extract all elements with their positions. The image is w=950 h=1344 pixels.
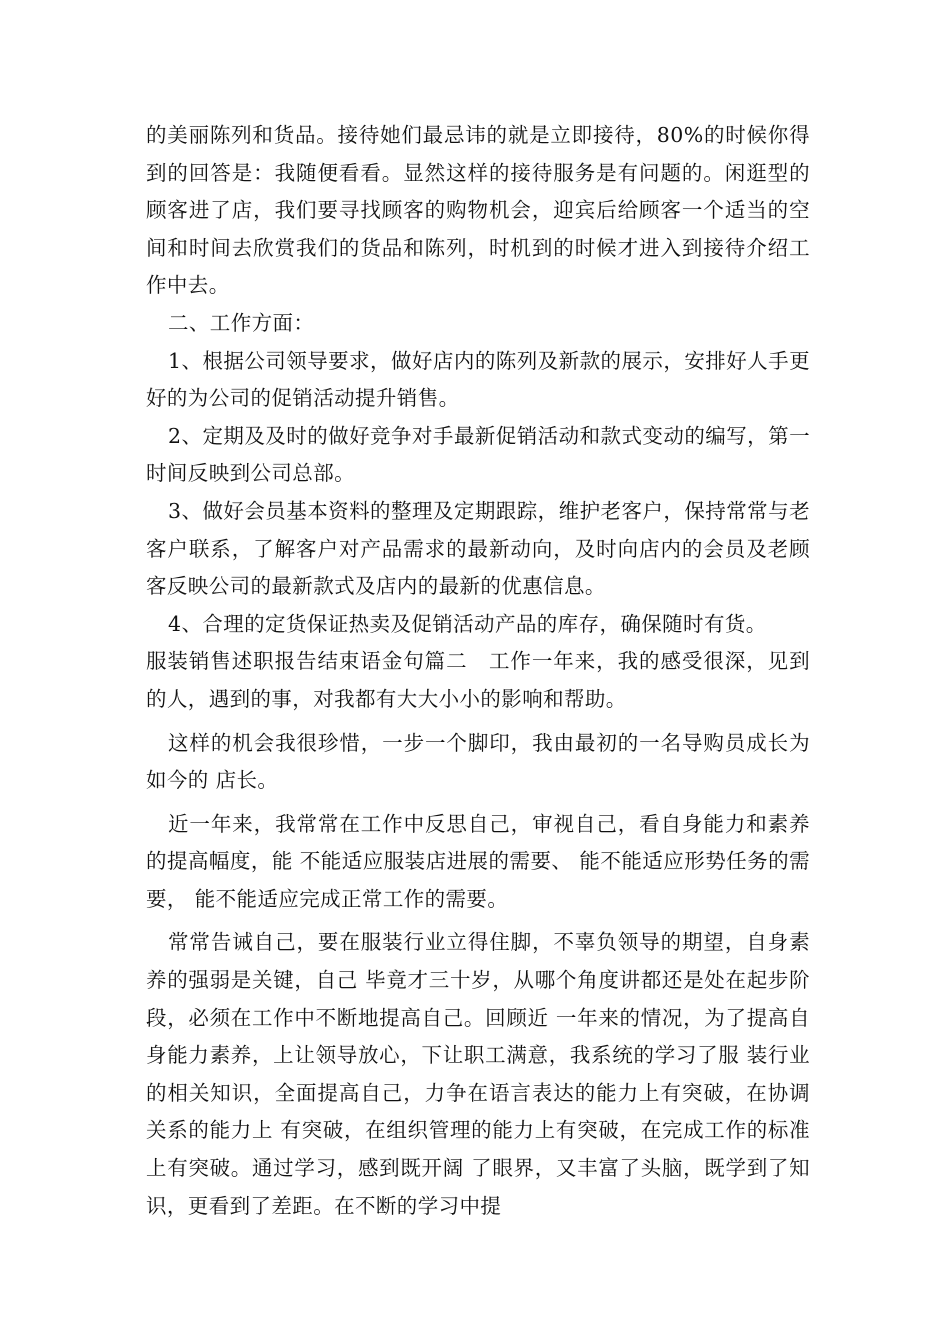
paragraph-5: 3、做好会员基本资料的整理及定期跟踪，维护老客户，保持常常与老客户联系，了解客户对产品需求的最新动向，及时向店内的会员及老顾客反映公司的最新款式及店内的最新的优惠信息。 [146, 498, 810, 599]
paragraph-6: 4、合理的定货保证热卖及促销活动产品的库存，确保随时有货。 [168, 611, 767, 636]
document-body [146, 117, 810, 1225]
paragraph-1: 的美丽陈列和货品。接待她们最忌讳的就是立即接待，80%的时候你得到的回答是：我随便看看。显然这样的接待服务是有问题的。闲逛型的顾客进了店，我们要寻找顾客的购物机会，迎宾后给顾客一个适当的空间和时间去欣赏我们的货品和陈列，时机到的时候才进入到接待介绍工作中去。 [146, 123, 810, 298]
paragraph-3: 1、根据公司领导要求，做好店内的陈列及新款的展示，安排好人手更好的为公司的促销活动提升销售。 [146, 348, 810, 411]
paragraph-7: 服装销售述职报告结束语金句篇二 工作一年来，我的感受很深，见到的人，遇到的事，对我都有大大小小的影响和帮助。 [146, 649, 810, 711]
paragraph-2-heading: 二、工作方面： [168, 310, 315, 335]
paragraph-8: 这样的机会我很珍惜，一步一个脚印，我由最初的一名导购员成长为如今的 店长。 [146, 730, 810, 793]
paragraph-4: 2、定期及及时的做好竞争对手最新促销活动和款式变动的编写，第一时间反映到公司总部。 [146, 423, 810, 486]
paragraph-9: 近一年来，我常常在工作中反思自己，审视自己，看自身能力和素养的提高幅度，能 不能适应服装店进展的需要、 能不能适应形势任务的需要， 能不能适应完成正常工作的需要。 [146, 811, 810, 911]
paragraph-10: 常常告诫自己，要在服装行业立得住脚，不辜负领导的期望，自身素养的强弱是关键，自己 毕竟才三十岁，从哪个角度讲都还是处在起步阶段，必须在工作中不断地提高自己。回顾近 一年来的情况，为了提高自身能力素养，上让领导放心，下让职工满意，我系统的学习了服 装行业的相关知识，全面提高自己，力争在语言表达的能力上有突破，在协调关系的能力上 有突破，在组织管理的能力上有突破，在完成工作的标准上有突破。通过学习，感到既开阔 了眼界，又丰富了头脑，既学到了知识，更看到了差距。在不断的学习中提 [146, 930, 810, 1218]
